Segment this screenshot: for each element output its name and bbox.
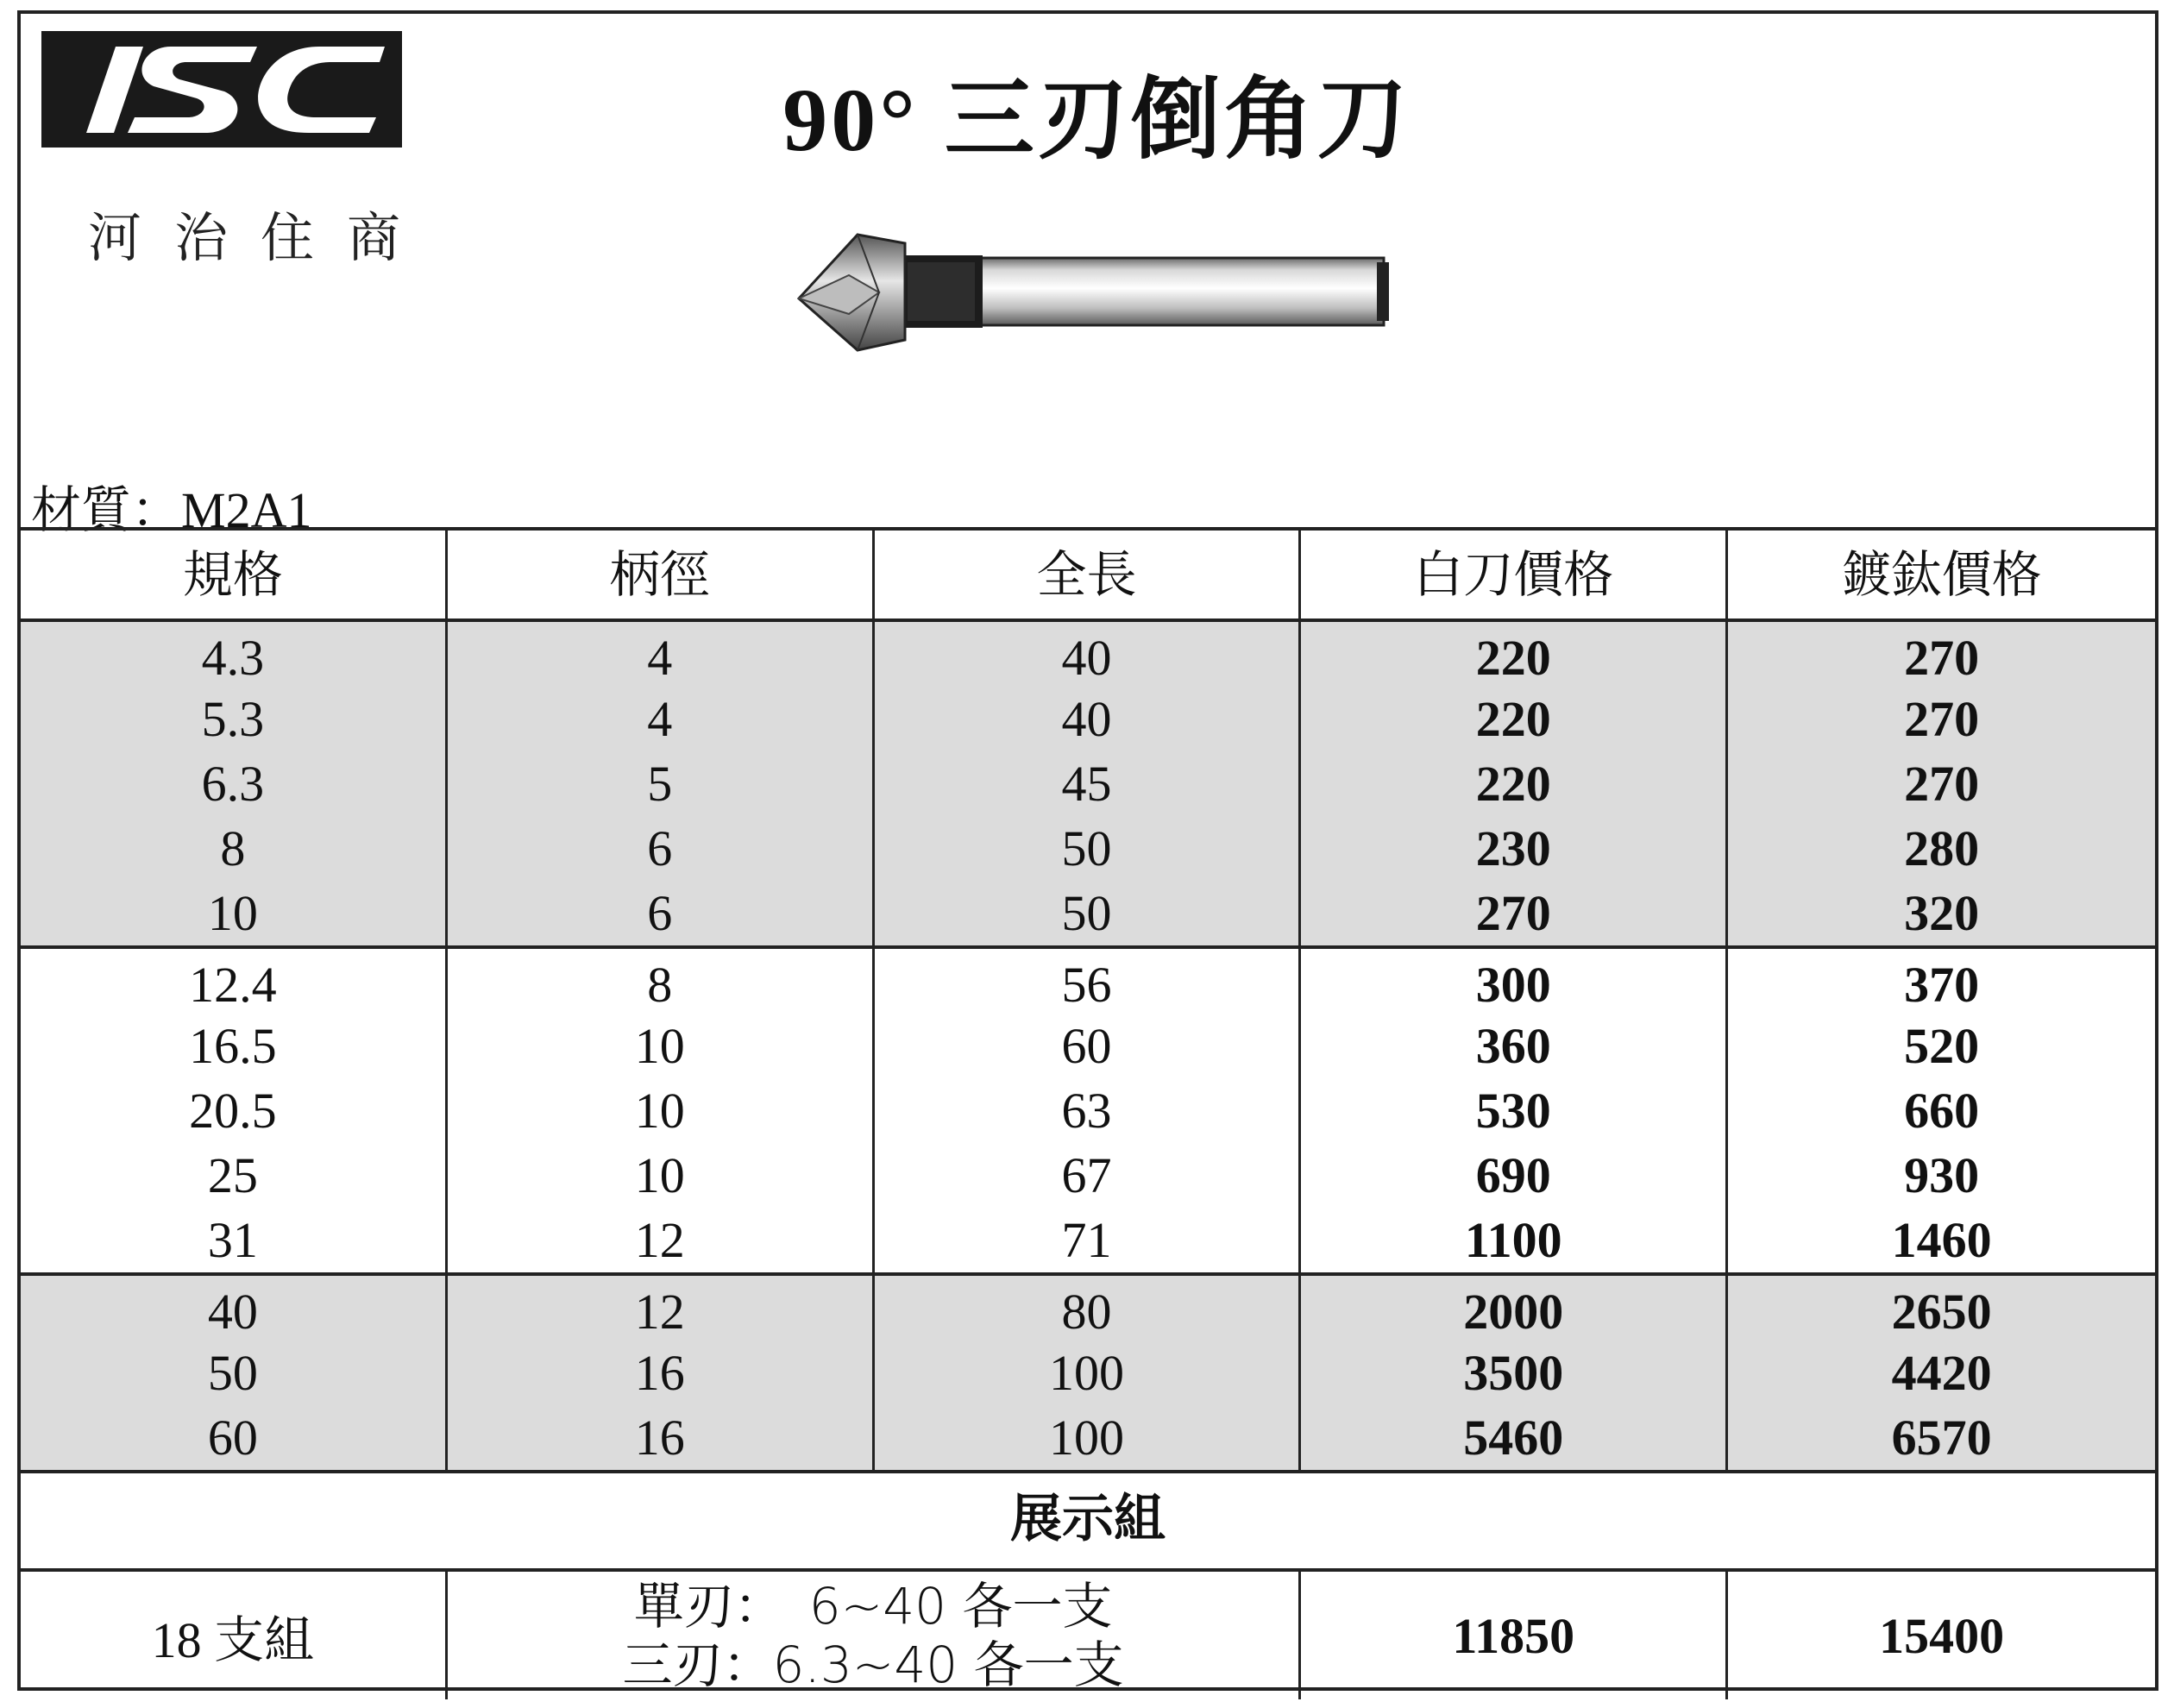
table-cell: 50	[875, 881, 1302, 945]
table-cell: 1460	[1891, 1212, 1992, 1268]
display-set-line-2: 三刃：6.3~40 各一支	[622, 1636, 1124, 1694]
table-cell: 80	[875, 1276, 1302, 1341]
table-cell: 2650	[1891, 1284, 1992, 1340]
table-cell: 6570	[1891, 1410, 1992, 1466]
table-cell: 40	[875, 622, 1302, 687]
table-cell: 320	[1904, 885, 1980, 941]
table-row	[21, 1276, 2155, 1341]
table-cell: 4	[448, 622, 875, 687]
table-cell: 40	[875, 687, 1302, 751]
display-set-row	[21, 1572, 2155, 1699]
price-sheet	[17, 10, 2158, 1694]
table-cell: 660	[1904, 1083, 1980, 1139]
table-row	[21, 751, 2155, 816]
table-cell: 4420	[1891, 1345, 1992, 1401]
table-cell: 45	[875, 751, 1302, 816]
table-cell: 690	[1301, 1143, 1728, 1208]
table-cell: 6.3	[21, 751, 448, 816]
table-cell: 100	[875, 1405, 1302, 1470]
table-cell: 12.4	[21, 949, 448, 1014]
table-cell: 300	[1301, 949, 1728, 1014]
display-set-title: 展示組	[21, 1473, 2155, 1572]
table-cell: 50	[21, 1341, 448, 1405]
table-cell: 25	[21, 1143, 448, 1208]
table-cell: 63	[875, 1078, 1302, 1143]
table-cell: 530	[1301, 1078, 1728, 1143]
table-cell: 16	[448, 1405, 875, 1470]
table-cell: 10	[448, 1143, 875, 1208]
price-table	[21, 527, 2155, 1699]
table-cell: 50	[875, 816, 1302, 881]
table-group	[21, 622, 2155, 949]
display-set-name: 18 支組	[21, 1572, 448, 1699]
table-cell: 20.5	[21, 1078, 448, 1143]
table-row	[21, 1405, 2155, 1470]
table-cell: 10	[448, 1014, 875, 1078]
table-row	[21, 881, 2155, 945]
table-cell: 60	[875, 1014, 1302, 1078]
header-size: 規格	[21, 529, 448, 620]
table-group	[21, 1276, 2155, 1473]
table-row	[21, 1341, 2155, 1405]
table-row	[21, 1208, 2155, 1272]
table-cell: 1100	[1301, 1208, 1728, 1272]
table-cell: 270	[1904, 630, 1980, 686]
header-shank-diameter: 柄徑	[448, 529, 875, 620]
table-cell: 60	[21, 1405, 448, 1470]
table-cell: 71	[875, 1208, 1302, 1272]
table-cell: 280	[1904, 820, 1980, 876]
table-cell: 100	[875, 1341, 1302, 1405]
table-cell: 10	[448, 1078, 875, 1143]
table-cell: 5	[448, 751, 875, 816]
table-body	[21, 622, 2155, 1473]
table-cell: 6	[448, 816, 875, 881]
material-label: 材質：M2A1	[31, 482, 312, 538]
header-white-price: 白刀價格	[1301, 529, 1728, 620]
table-cell: 8	[448, 949, 875, 1014]
table-cell: 270	[1301, 881, 1728, 945]
table-cell: 370	[1904, 957, 1980, 1013]
table-cell: 56	[875, 949, 1302, 1014]
table-row	[21, 687, 2155, 751]
page-title: 90° 三刃倒角刀	[782, 71, 1411, 170]
table-cell: 8	[21, 816, 448, 881]
header-tin-price: 鍍鈦價格	[1841, 545, 2042, 604]
table-row	[21, 949, 2155, 1014]
table-cell: 16	[448, 1341, 875, 1405]
table-cell: 270	[1904, 756, 1980, 812]
table-cell: 12	[448, 1208, 875, 1272]
table-cell: 930	[1904, 1147, 1980, 1203]
table-row	[21, 816, 2155, 881]
company-name: 河治住商	[88, 206, 434, 269]
table-row	[21, 1143, 2155, 1208]
table-cell: 220	[1301, 751, 1728, 816]
display-set-white-price: 11850	[1301, 1572, 1728, 1699]
countersink-tool-icon	[797, 228, 1418, 361]
table-cell: 6	[448, 881, 875, 945]
table-cell: 5460	[1301, 1405, 1728, 1470]
table-cell: 31	[21, 1208, 448, 1272]
table-row	[21, 622, 2155, 687]
display-set-contents	[448, 1572, 1302, 1699]
table-cell: 3500	[1301, 1341, 1728, 1405]
table-cell: 67	[875, 1143, 1302, 1208]
table-header	[21, 527, 2155, 622]
table-cell: 10	[21, 881, 448, 945]
table-cell: 16.5	[21, 1014, 448, 1078]
table-cell: 520	[1904, 1018, 1980, 1074]
table-row	[21, 1078, 2155, 1143]
header-overall-length: 全長	[875, 529, 1302, 620]
table-cell: 220	[1301, 622, 1728, 687]
display-set-line-1: 單刃： 6~40 各一支	[633, 1577, 1113, 1636]
table-group	[21, 949, 2155, 1276]
table-cell: 4	[448, 687, 875, 751]
table-cell: 12	[448, 1276, 875, 1341]
table-cell: 360	[1301, 1014, 1728, 1078]
table-cell: 270	[1904, 691, 1980, 747]
table-row	[21, 1014, 2155, 1078]
table-cell: 5.3	[21, 687, 448, 751]
table-cell: 220	[1301, 687, 1728, 751]
table-cell: 2000	[1301, 1276, 1728, 1341]
table-cell: 230	[1301, 816, 1728, 881]
table-cell: 40	[21, 1276, 448, 1341]
display-set-tin-price: 15400	[1879, 1607, 2005, 1664]
table-cell: 4.3	[21, 622, 448, 687]
